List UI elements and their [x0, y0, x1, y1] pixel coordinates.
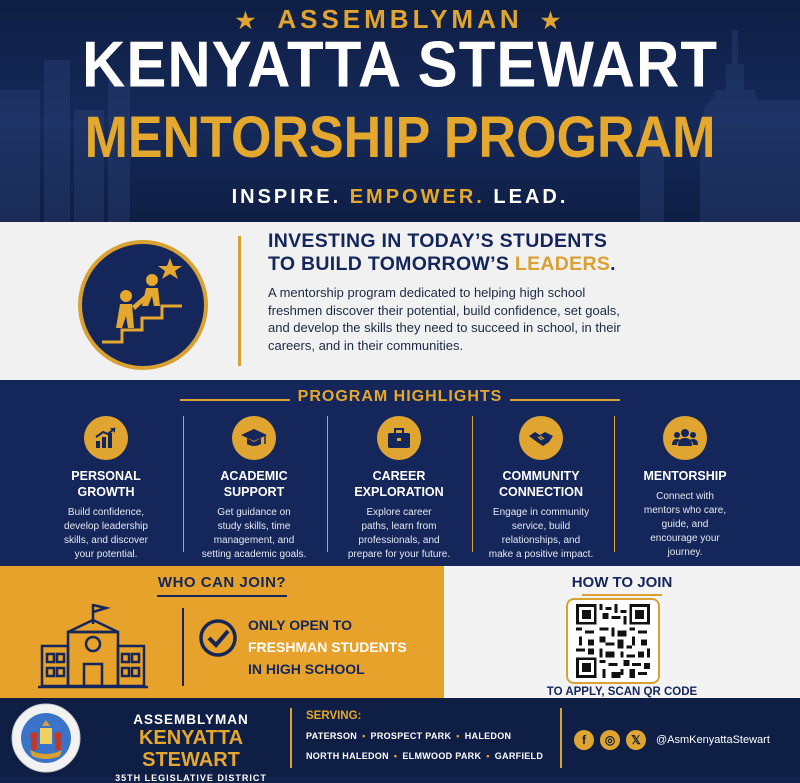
facebook-icon[interactable]: f — [574, 730, 594, 750]
scan-caption: TO APPLY, SCAN QR CODE — [546, 686, 698, 698]
eligibility-line2: FRESHMAN STUDENTS — [248, 639, 407, 655]
town: NORTH HALEDON — [306, 751, 389, 761]
eligibility-line3: IN HIGH SCHOOL — [248, 661, 365, 677]
handshake-icon — [519, 416, 563, 460]
graduation-cap-icon — [232, 416, 276, 460]
investing-title-line1: INVESTING IN TODAY’S STUDENTS — [268, 230, 608, 252]
how-to-join — [444, 566, 800, 698]
group-icon — [663, 416, 707, 460]
highlight-head: MENTORSHIP — [643, 469, 727, 483]
highlight-head: PERSONAL GROWTH — [71, 469, 141, 499]
town: ELMWOOD PARK — [402, 751, 482, 761]
investing-title-period: . — [610, 253, 616, 275]
briefcase-icon — [377, 416, 421, 460]
bullet-icon: • — [486, 751, 490, 761]
instagram-icon[interactable]: ◎ — [600, 730, 620, 750]
leaders-highlight: LEADERS — [514, 253, 611, 275]
highlight-head: CAREER EXPLORATION — [354, 469, 444, 499]
eligibility-text — [248, 614, 438, 680]
assemblyman-name: KENYATTA STEWART — [81, 28, 718, 101]
column-divider — [327, 416, 328, 552]
footer — [0, 698, 800, 783]
highlight-head: COMMUNITY CONNECTION — [498, 469, 584, 499]
star-icon: ★ — [540, 8, 565, 33]
state-seal-logo — [10, 702, 82, 774]
footer-title: ASSEMBLYMAN — [133, 712, 249, 727]
who-can-join — [0, 566, 444, 698]
serving-areas — [306, 710, 543, 766]
bullet-icon: • — [362, 731, 366, 741]
school-building-icon — [38, 602, 148, 690]
highlight-text: Build confidence, develop leadership skills, and discover your potential. — [64, 507, 148, 560]
highlight-text: Engage in community service, build relationships, and make a positive impact. — [488, 507, 594, 560]
highlights-title: PROGRAM HIGHLIGHTS — [297, 388, 503, 405]
town: HALEDON — [464, 731, 512, 741]
how-title: HOW TO JOIN — [571, 574, 673, 591]
highlight-text: Get guidance on study skills, time management, and setting academic goals. — [201, 507, 307, 560]
highlight-text: Connect with mentors who care, guide, and encourage your journey. — [643, 491, 727, 558]
tagline-lead: LEAD. — [493, 186, 569, 208]
who-divider — [182, 608, 184, 686]
highlight-community-connection — [471, 416, 611, 562]
mentor-climb-icon — [78, 240, 208, 370]
serving-row2 — [306, 746, 543, 766]
footer-divider — [290, 708, 292, 768]
highlight-academic-support — [184, 416, 324, 562]
tagline — [0, 186, 800, 209]
investing-description: A mentorship program dedicated to helping high school freshmen discover their potential, build confidence, set goals, and develop the skills they need to succeed in school, in their careers, and in their communities. — [268, 285, 621, 353]
footer-divider — [560, 708, 562, 768]
highlight-text: Explore career paths, learn from professionals, and prepare for your future. — [347, 507, 451, 560]
footer-district: 35TH LEGISLATIVE DISTRICT — [115, 773, 267, 783]
check-circle-icon — [198, 618, 238, 658]
highlight-career-exploration — [329, 416, 469, 562]
investing-title-line2: TO BUILD TOMORROW’S — [268, 253, 515, 275]
bullet-icon: • — [456, 731, 460, 741]
title-underline — [157, 595, 287, 597]
qr-code-icon — [576, 604, 650, 678]
star-icon: ★ — [235, 8, 260, 33]
title-rule-right — [510, 399, 620, 401]
serving-label: SERVING: — [306, 710, 362, 722]
growth-chart-icon — [84, 416, 128, 460]
footer-name-block — [96, 712, 286, 783]
section-divider — [238, 236, 241, 366]
qr-code[interactable] — [566, 598, 660, 684]
serving-row1 — [306, 726, 543, 746]
program-title: MENTORSHIP PROGRAM — [84, 105, 716, 171]
social-links — [574, 730, 770, 750]
kicker-text: ASSEMBLYMAN — [277, 4, 523, 34]
tagline-inspire: INSPIRE. — [231, 186, 342, 208]
header-banner — [0, 0, 800, 222]
title-underline — [582, 594, 662, 596]
highlight-head: ACADEMIC SUPPORT — [220, 469, 288, 499]
town: GARFIELD — [494, 751, 544, 761]
town: PATERSON — [306, 731, 358, 741]
bullet-icon: • — [393, 751, 398, 761]
program-highlights — [0, 380, 800, 566]
who-title: WHO CAN JOIN? — [157, 574, 287, 591]
investing-section — [0, 222, 800, 380]
x-twitter-icon[interactable]: 𝕏 — [626, 730, 646, 750]
social-handle[interactable]: @AsmKenyattaStewart — [656, 734, 770, 746]
town: PROSPECT PARK — [370, 731, 452, 741]
footer-name: KENYATTA STEWART — [138, 727, 244, 771]
eligibility-line1: ONLY OPEN TO — [248, 617, 352, 633]
highlight-personal-growth — [36, 416, 176, 562]
investing-title — [268, 230, 788, 276]
tagline-empower: EMPOWER. — [349, 186, 485, 208]
highlight-mentorship — [615, 416, 755, 560]
